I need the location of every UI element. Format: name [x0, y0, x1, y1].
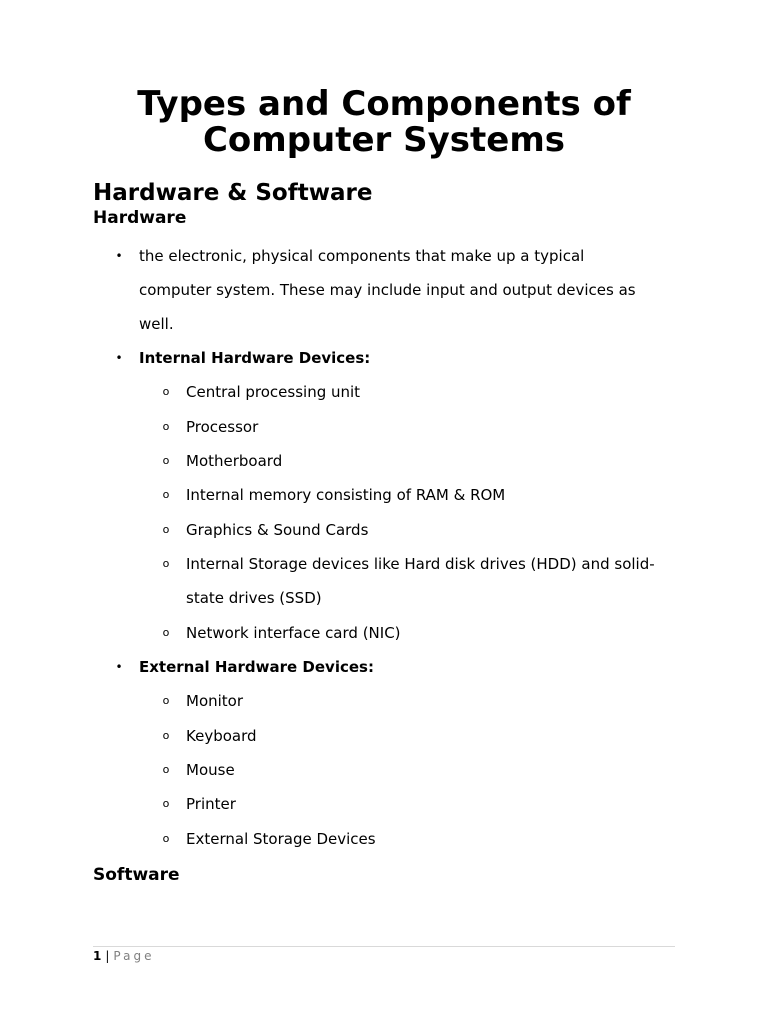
hardware-heading: Hardware — [93, 208, 187, 228]
section-heading: Hardware & Software — [93, 180, 373, 206]
bullet-symbol: • — [115, 660, 123, 674]
list-item: Monitor — [186, 692, 244, 710]
page-label: Page — [113, 949, 155, 963]
list-item: Internal memory consisting of RAM & ROM — [186, 486, 506, 504]
page-number: 1 — [93, 949, 102, 963]
bullet-symbol: • — [115, 249, 123, 263]
sub-bullet-symbol: o — [162, 832, 170, 845]
sub-bullet-symbol: o — [162, 626, 170, 639]
sub-bullet-symbol: o — [162, 557, 170, 570]
sub-bullet-symbol: o — [162, 454, 170, 467]
software-heading: Software — [93, 865, 180, 885]
sub-bullet-symbol: o — [162, 420, 170, 433]
list-item-intro-line-3: well. — [139, 315, 174, 333]
list-item: Printer — [186, 795, 236, 813]
list-item: Network interface card (NIC) — [186, 624, 401, 642]
list-item: Internal Storage devices like Hard disk drives (HDD) and solid- — [186, 555, 655, 573]
internal-devices-label: Internal Hardware Devices: — [139, 349, 371, 367]
footer-divider — [93, 946, 675, 947]
list-item: Keyboard — [186, 727, 257, 745]
sub-bullet-symbol: o — [162, 729, 170, 742]
list-item: Processor — [186, 418, 259, 436]
sub-bullet-symbol: o — [162, 523, 170, 536]
list-item: Central processing unit — [186, 383, 361, 401]
sub-bullet-symbol: o — [162, 797, 170, 810]
document-title — [93, 86, 675, 158]
title-line-1: Types and Components of — [137, 84, 631, 124]
page-footer — [93, 948, 154, 964]
list-item-continuation: state drives (SSD) — [186, 589, 322, 607]
sub-bullet-symbol: o — [162, 763, 170, 776]
list-item: Motherboard — [186, 452, 283, 470]
list-item: Graphics & Sound Cards — [186, 521, 369, 539]
sub-bullet-symbol: o — [162, 488, 170, 501]
sub-bullet-symbol: o — [162, 694, 170, 707]
list-item-intro-line-2: computer system. These may include input and output devices as — [139, 281, 636, 299]
sub-bullet-symbol: o — [162, 385, 170, 398]
list-item-intro-line-1: the electronic, physical components that make up a typical — [139, 247, 585, 265]
list-item: Mouse — [186, 761, 235, 779]
footer-separator: | — [105, 949, 110, 963]
bullet-symbol: • — [115, 351, 123, 365]
list-item: External Storage Devices — [186, 830, 376, 848]
external-devices-label: External Hardware Devices: — [139, 658, 374, 676]
title-line-2: Computer Systems — [202, 120, 566, 160]
